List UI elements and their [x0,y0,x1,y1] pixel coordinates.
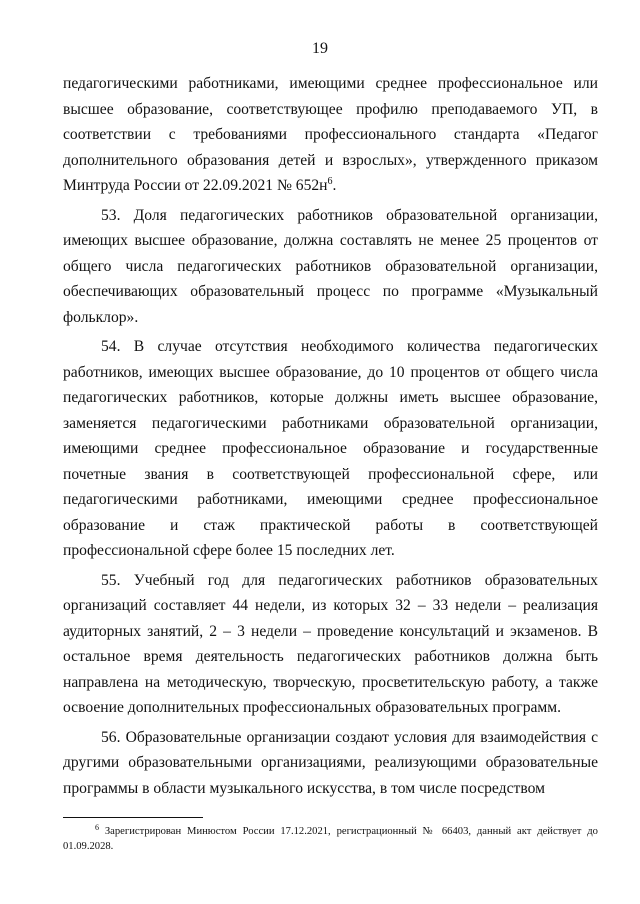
footnote-body [63,824,598,854]
paragraph-text: Образовательные организации создают условия для взаимодействия с другими образовательными организациями, реализующими образовательные программы в области музыкального искусства, в том числе посредством [63,728,598,797]
paragraph-54 [63,334,598,564]
paragraph-text: В случае отсутствия необходимого количества педагогических работников, имеющих высшее образование, до 10 процентов от общего числа педагогических работников, которые должны иметь высшее образование, заменяется педагогическими работниками образовательной организации, имеющими среднее профессиональное образование и государственные почетные звания в соответствующей профессиональной сфере, или педагогическими работниками, имеющими среднее профессиональное образование и стаж практической работы в соответствующей профессиональной сфере более 15 последних лет. [63,338,598,559]
body-text [63,71,598,805]
paragraph-number: 55. [101,571,121,589]
paragraph-text: Учебный год для педагогических работников образовательных организаций составляет 44 недели, из которых 32 – 33 недели – реализация аудиторных занятий, 2 – 3 недели – проведение консультаций и экзаменов. В остальное время деятельность педагогических работников должна быть направлена на методическую, творческую, просветительскую работу, а также освоение дополнительных профессиональных образовательных программ. [63,571,598,716]
footnote-marker: 6 [95,823,99,832]
paragraph-text: Доля педагогических работников образовательной организации, имеющих высшее образование, должна составлять не менее 25 процентов от общего числа педагогических работников образовательной организации, обеспечивающих образовательный процесс по программе «Музыкальный фольклор». [63,206,598,326]
footnote [63,824,598,854]
paragraph-53 [63,203,598,331]
footnote-text: Зарегистрирован Минюстом России 17.12.2021, регистрационный № 66403, данный акт действует до 01.09.2028. [63,826,598,852]
paragraph-continuation [63,71,598,199]
paragraph-number: 56. [101,728,121,746]
page-number: 19 [312,40,328,57]
paragraph-number: 54. [101,338,121,355]
paragraph-end: . [332,177,337,194]
paragraph-text: педагогическими работниками, имеющими среднее профессиональное или высшее образование, соответствующее профилю преподаваемого УП, в соответствии с требованиями профессионального стандарта «Педагог дополнительного образования детей и взрослых», утвержденного приказом Минтруда России от 22.09.2021 № 652н [63,75,598,194]
paragraph-55 [63,568,598,721]
paragraph-number: 53. [101,206,121,224]
footnote-divider [63,817,203,818]
footnote-reference[interactable]: 6 [327,176,333,187]
paragraph-56 [63,725,598,802]
